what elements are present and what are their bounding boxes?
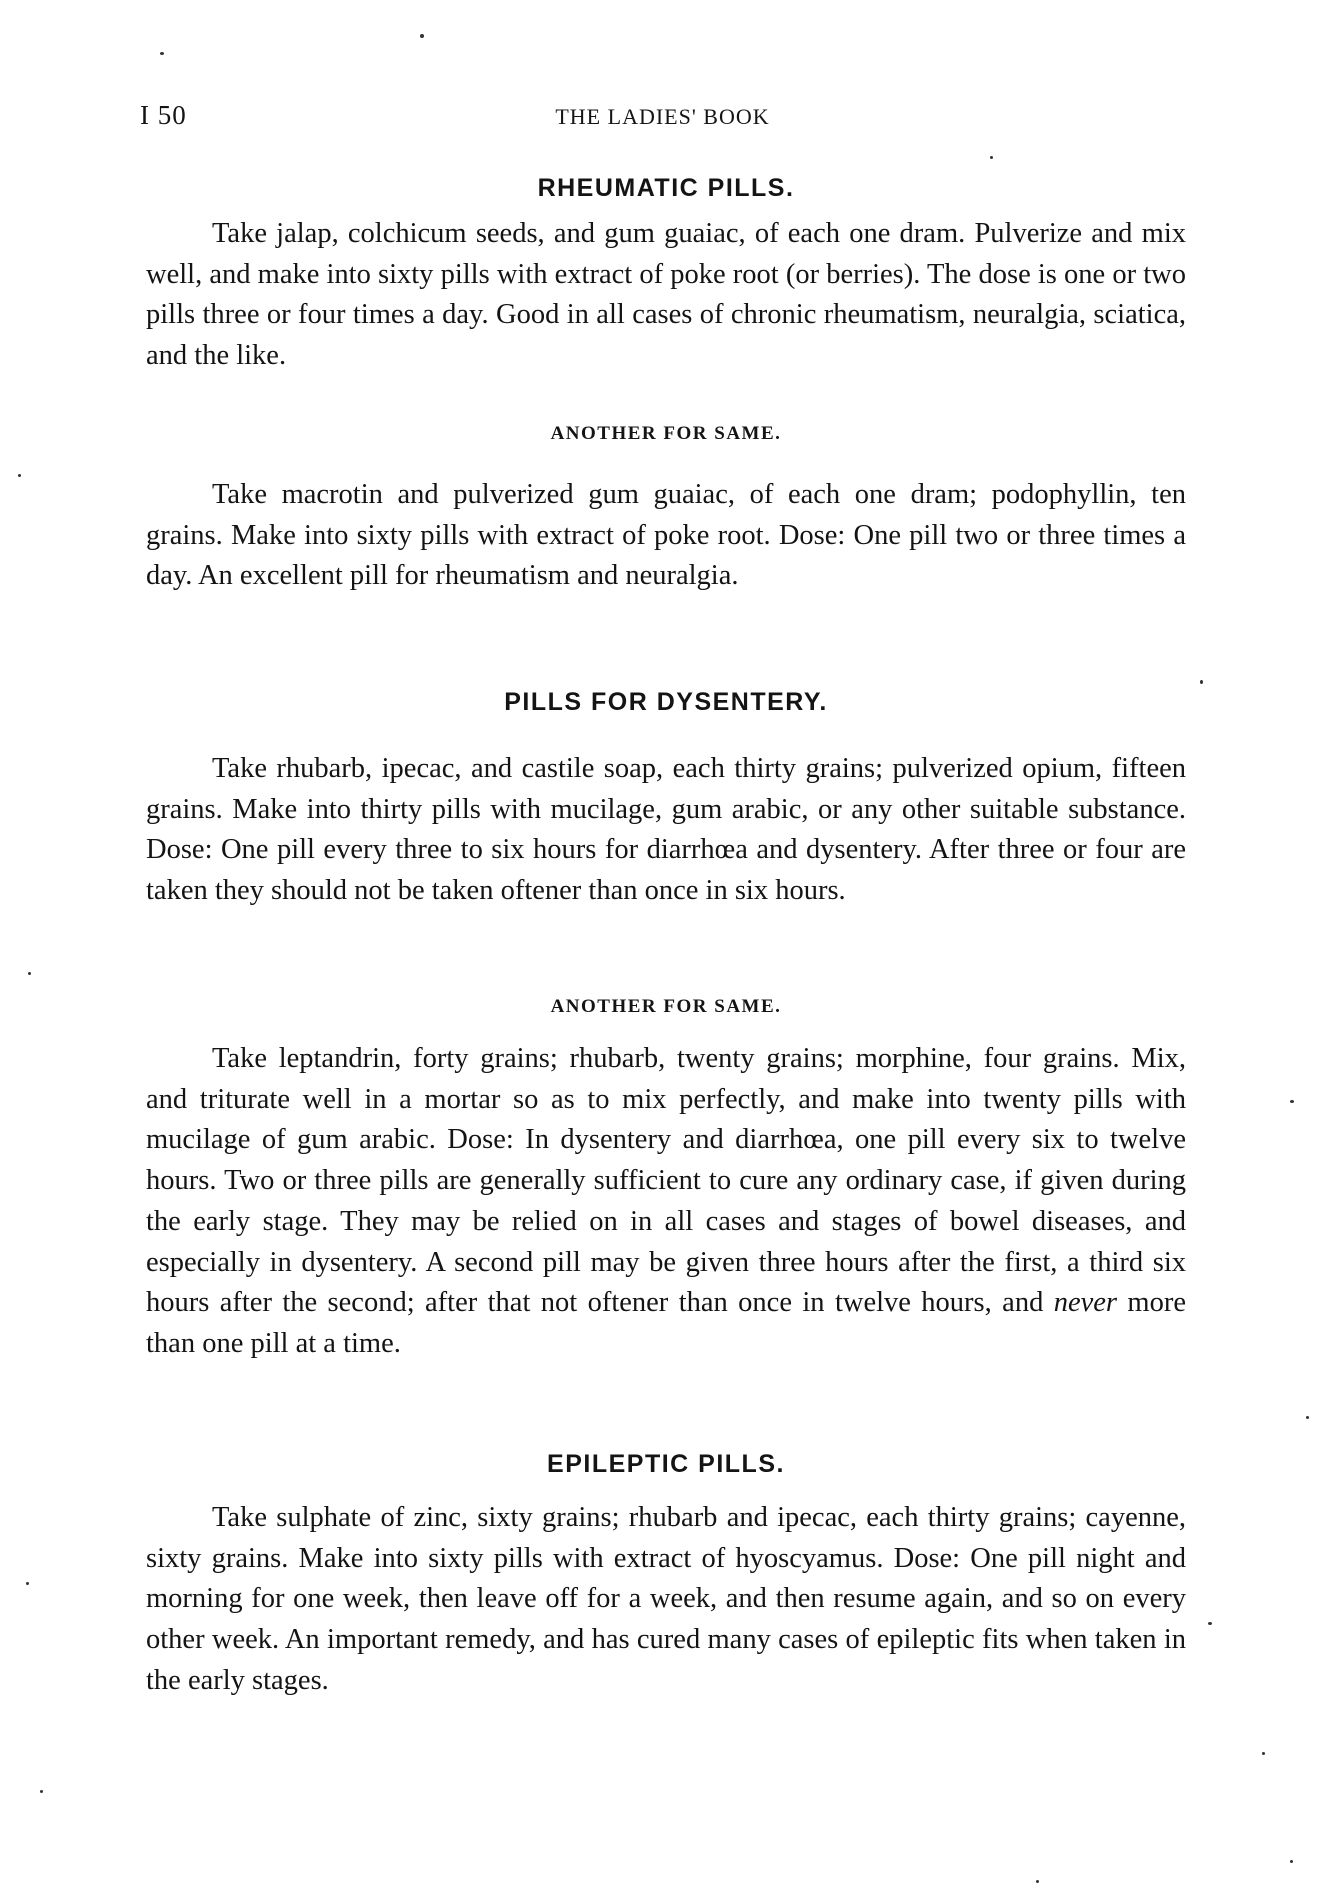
section-body xyxy=(146,1039,1186,1365)
section-epileptic-pills xyxy=(146,1444,1186,1702)
section-subheading: ANOTHER FOR SAME. xyxy=(550,423,782,444)
running-head xyxy=(140,100,1185,136)
scan-speck xyxy=(1306,1416,1309,1419)
page-number: I 50 xyxy=(140,100,187,130)
scan-speck xyxy=(1036,1880,1039,1883)
scan-speck xyxy=(160,52,164,55)
section-heading: EPILEPTIC PILLS. xyxy=(547,1450,785,1478)
scan-speck xyxy=(1290,1100,1294,1103)
body-text-run: more than one pill at a time. xyxy=(146,1287,1186,1359)
body-text-run: Take leptandrin, forty grains; rhubarb, twenty grains; morphine, four grains. Mix, and triturate well in a mortar so as to mix perfectly, and make into twenty pills with mucilage of gum arabic. Dose: In dysentery and diarrhœa, one pill every six to twelve hours. Two or three pills are generally sufficient to cure any ordinary case, if given during the early stage. They may be relied on in all cases and stages of bowel diseases, and especially in dysentery. A second pill may be given three hours after the first, a third six hours after the second; after that not oftener than once in twelve hours, and xyxy=(146,1043,1186,1319)
section-subheading: ANOTHER FOR SAME. xyxy=(550,996,782,1017)
section-body: Take macrotin and pulverized gum guaiac, of each one dram; podophyllin, ten grains. Make into sixty pills with extract of poke root. Dose: One pill two or three times a day. An excellent pill for rheumatism and neuralgia. xyxy=(146,479,1186,592)
scan-speck xyxy=(1208,1622,1212,1625)
scan-speck xyxy=(18,474,21,477)
running-title: THE LADIES' BOOK xyxy=(555,104,770,129)
scan-speck xyxy=(990,156,993,159)
scan-speck xyxy=(1290,1860,1293,1863)
section-another-for-same-rheumatic xyxy=(146,416,1186,597)
scan-speck xyxy=(26,1582,29,1585)
section-body: Take sulphate of zinc, sixty grains; rhubarb and ipecac, each thirty grains; cayenne, sixty grains. Make into sixty pills with extract of hyoscyamus. Dose: One pill night and morning for one week, then leave off for a week, and then resume again, and so on every other week. An important remedy, and has cured many cases of epileptic fits when taken in the early stages. xyxy=(146,1502,1186,1696)
section-body: Take rhubarb, ipecac, and castile soap, each thirty grains; pulverized opium, fifteen grains. Make into thirty pills with mucilage, gum arabic, or any other suitable substance. Dose: One pill every three to six hours for diarrhœa and dysentery. After three or four are taken they should not be taken oftener than once in six hours. xyxy=(146,753,1186,907)
section-another-for-same-dysentery xyxy=(146,989,1186,1365)
scan-speck xyxy=(40,1790,43,1793)
section-heading: PILLS FOR DYSENTERY. xyxy=(504,688,828,716)
section-pills-for-dysentery xyxy=(146,682,1186,912)
scan-speck xyxy=(1200,680,1203,684)
section-rheumatic-pills xyxy=(146,168,1186,377)
scan-speck xyxy=(1262,1752,1265,1755)
emphasis-word: never xyxy=(1053,1287,1118,1319)
scan-speck xyxy=(420,34,424,38)
section-body: Take jalap, colchicum seeds, and gum guaiac, of each one dram. Pulverize and mix well, and make into sixty pills with extract of poke root (or berries). The dose is one or two pills three or four times a day. Good in all cases of chronic rheumatism, neuralgia, sciatica, and the like. xyxy=(146,218,1186,372)
scan-speck xyxy=(28,972,31,975)
section-heading: RHEUMATIC PILLS. xyxy=(537,174,795,202)
